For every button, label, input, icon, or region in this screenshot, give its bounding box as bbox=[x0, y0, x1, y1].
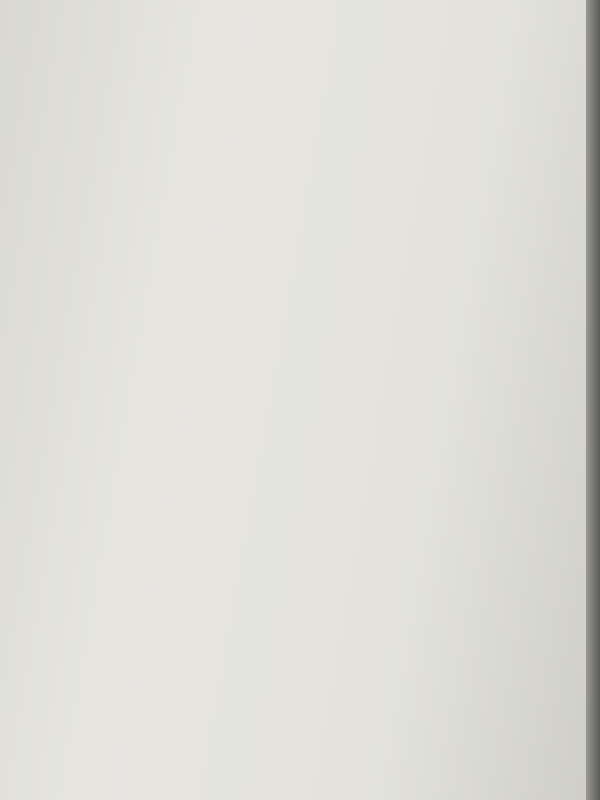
page-edge-shadow bbox=[586, 0, 600, 800]
